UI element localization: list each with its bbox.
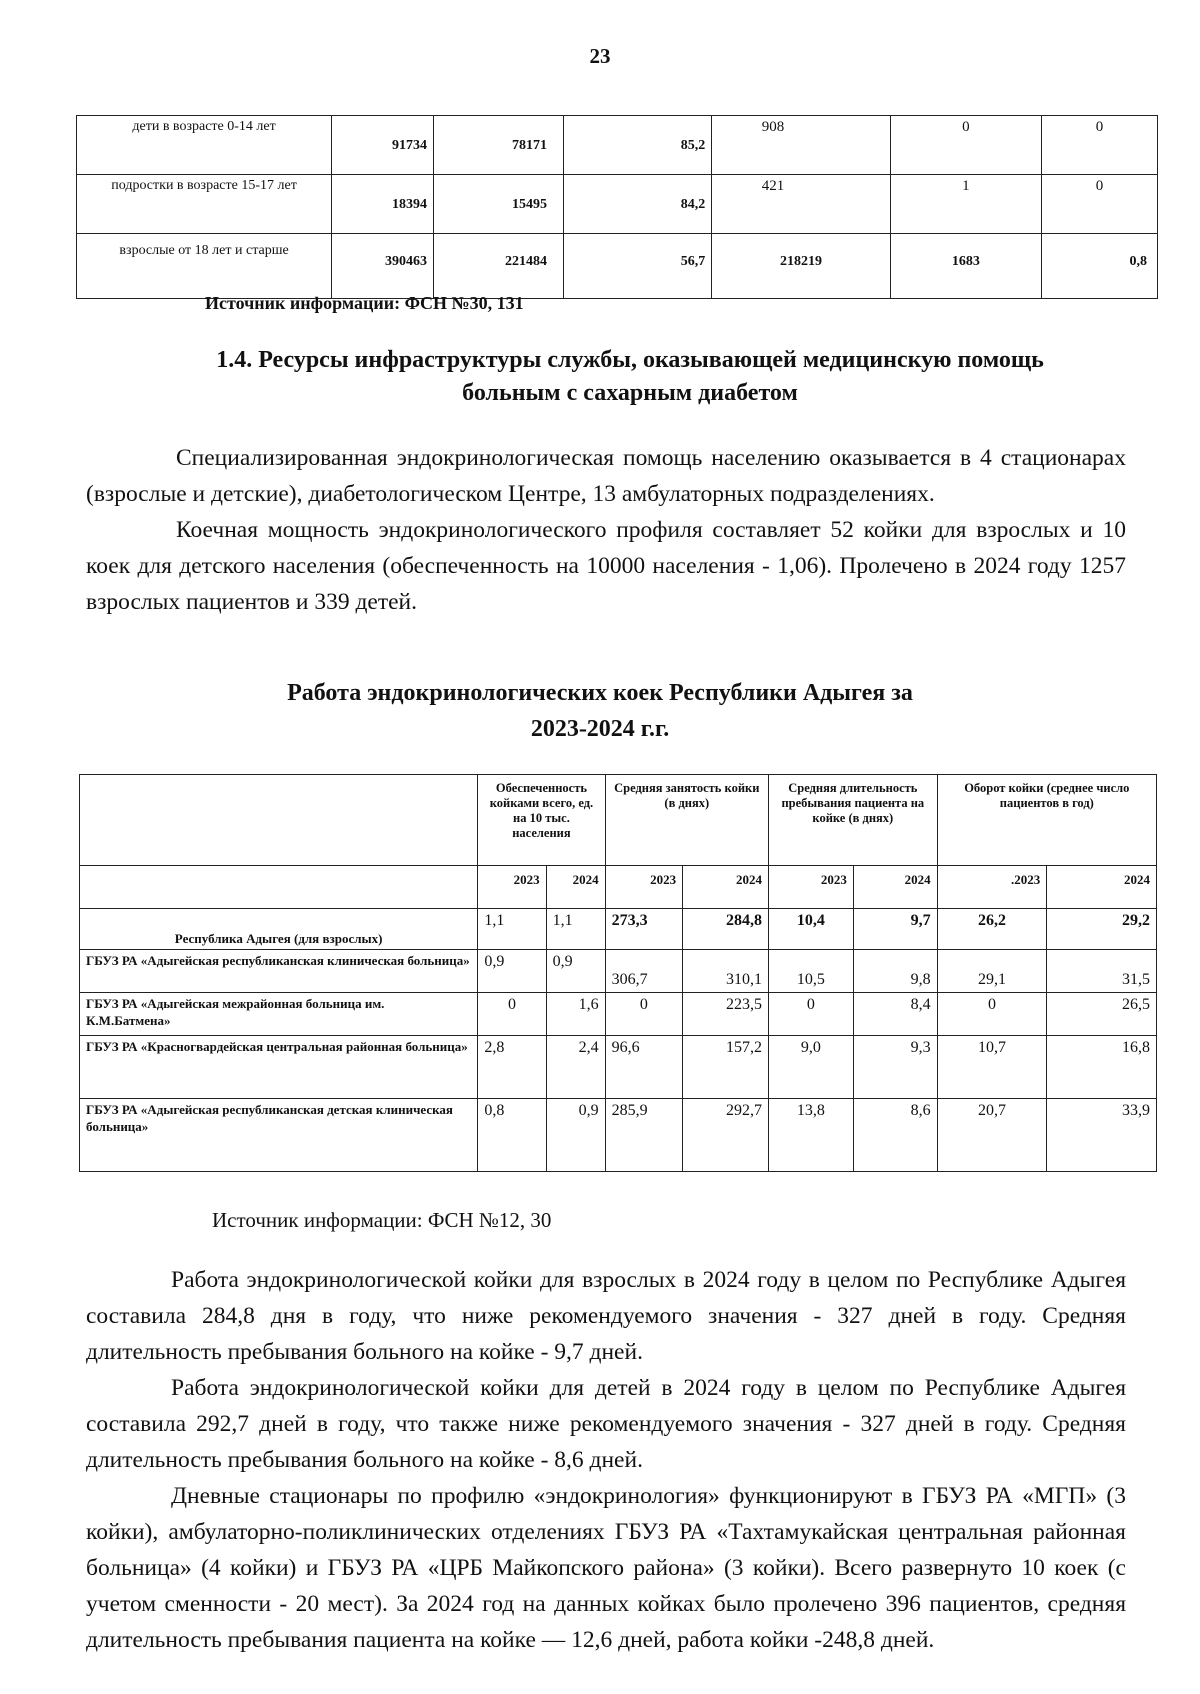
cell-value: 0 — [1095, 178, 1104, 194]
cell-value: 284,8 — [683, 909, 769, 950]
column-header: Оборот койки (среднее число пациентов в год) — [937, 775, 1156, 866]
cell-value: 26,5 — [1047, 993, 1157, 1036]
table-title-line: Работа эндокринологических коек Республики Адыгея за — [287, 680, 913, 706]
cell-value: 1683 — [951, 254, 980, 269]
row-label: ГБУЗ РА «Красногвардейская центральная районная больница» — [80, 1036, 478, 1099]
cell-value: 16,8 — [1047, 1036, 1157, 1099]
cell-value: 31,5 — [1047, 950, 1157, 993]
cell-value: 306,7 — [605, 950, 683, 993]
source-note: Источник информации: ФСН №12, 30 — [212, 1208, 552, 1232]
age-group-table — [76, 115, 1158, 299]
year-header: 2023 — [769, 866, 854, 909]
cell-value: 13,8 — [769, 1099, 854, 1172]
cell-value: 1,1 — [478, 909, 546, 950]
cell-value: 2,4 — [546, 1036, 605, 1099]
cell-value: 33,9 — [1047, 1099, 1157, 1172]
table-title-line: 2023-2024 г.г. — [530, 716, 670, 742]
cell-value: 0,8 — [1129, 254, 1147, 269]
year-header: .2023 — [937, 866, 1047, 909]
cell-value: 10,4 — [769, 909, 854, 950]
cell-value: 157,2 — [683, 1036, 769, 1099]
cell-value: 221484 — [505, 254, 548, 269]
cell-value: 1 — [962, 178, 970, 194]
paragraph: Работа эндокринологической койки для взрослых в 2024 году в целом по Республике Адыгея составила 284,8 дня в году, что ниже рекомендуемого значения - 327 дней в году. Средняя длительность пребывания больного на койке - 9,7 дней. — [86, 1267, 1126, 1365]
cell-value: 0 — [605, 993, 683, 1036]
beds-table — [79, 774, 1157, 1172]
cell-value: 15495 — [512, 197, 548, 212]
cell-value: 285,9 — [605, 1099, 683, 1172]
year-header: 2023 — [605, 866, 683, 909]
cell-value: 1,1 — [546, 909, 605, 950]
year-header: 2024 — [1047, 866, 1157, 909]
cell-value: 0 — [962, 119, 970, 135]
cell-value: 908 — [761, 119, 785, 135]
cell-value: 421 — [761, 178, 785, 194]
cell-value: 390463 — [384, 254, 427, 269]
row-label: дети в возрасте 0-14 лет — [77, 116, 332, 175]
cell-value: 223,5 — [683, 993, 769, 1036]
cell-value: 20,7 — [937, 1099, 1047, 1172]
cell-value: 78171 — [512, 138, 548, 153]
row-label: Республика Адыгея (для взрослых) — [80, 909, 478, 950]
year-header: 2023 — [478, 866, 546, 909]
table-row — [77, 116, 1158, 175]
cell-value: 273,3 — [605, 909, 683, 950]
cell-value: 26,2 — [937, 909, 1047, 950]
row-label: ГБУЗ РА «Адыгейская республиканская клиническая больница» — [80, 950, 478, 993]
cell-value: 2,8 — [478, 1036, 546, 1099]
cell-value: 9,3 — [853, 1036, 937, 1099]
cell-value: 0,8 — [478, 1099, 546, 1172]
page-number: 23 — [589, 44, 611, 68]
column-header: Обеспеченность койками всего, ед. на 10 тыс. населения — [478, 775, 605, 866]
table-row — [80, 950, 1157, 993]
row-label: взрослые от 18 лет и старше — [77, 234, 332, 299]
cell-value: 0,9 — [546, 950, 605, 993]
table-row — [80, 909, 1157, 950]
row-label: ГБУЗ РА «Адыгейская межрайонная больница им. К.М.Батмена» — [80, 993, 478, 1036]
cell-value: 0 — [937, 993, 1047, 1036]
table-title — [100, 675, 1100, 747]
table-row — [77, 175, 1158, 234]
intro-text — [86, 440, 1126, 620]
table-row — [80, 993, 1157, 1036]
table-row — [80, 1036, 1157, 1099]
source-note: Источник информации: ФСН №30, 131 — [205, 293, 524, 313]
cell-value: 29,2 — [1047, 909, 1157, 950]
cell-value: 96,6 — [605, 1036, 683, 1099]
cell-value: 0 — [769, 993, 854, 1036]
table-row — [77, 234, 1158, 299]
cell-value: 84,2 — [680, 197, 706, 212]
cell-value: 310,1 — [683, 950, 769, 993]
paragraph: Работа эндокринологической койки для детей в 2024 году в целом по Республике Адыгея составила 292,7 дней в году, что также ниже рекомендуемого значения - 327 дней в году. Средняя длительность пребывания больного на койке - 8,6 дней. — [86, 1375, 1126, 1473]
header-row — [80, 775, 1157, 866]
row-label: ГБУЗ РА «Адыгейская республиканская детская клиническая больница» — [80, 1099, 478, 1172]
column-header: Средняя занятость койки (в днях) — [605, 775, 768, 866]
cell-value: 218219 — [779, 254, 822, 269]
year-header: 2024 — [683, 866, 769, 909]
cell-value: 8,4 — [853, 993, 937, 1036]
table-row — [80, 1099, 1157, 1172]
paragraph: Специализированная эндокринологическая помощь населению оказывается в 4 стационарах (взрослые и детские), диабетологическом Центре, 13 амбулаторных подразделениях. — [86, 445, 1126, 507]
cell-value: 1,6 — [546, 993, 605, 1036]
paragraph: Коечная мощность эндокринологического профиля составляет 52 койки для взрослых и 10 коек для детского населения (обеспеченность на 10000 населения - 1,06). Пролечено в 2024 году 1257 взрослых пациентов и 339 детей. — [86, 517, 1126, 615]
cell-value: 10,5 — [769, 950, 854, 993]
paragraph: Дневные стационары по профилю «эндокринология» функционируют в ГБУЗ РА «МГП» (3 койки), амбулаторно-поликлинических отделениях ГБУЗ РА «Тахтамукайская центральная районная больница» (4 койки) и ГБУЗ РА «ЦРБ Майкопского района» (3 койки). Всего развернуто 10 коек (с учетом сменности - 20 мест). За 2024 год на данных койках было пролечено 396 пациентов, средняя длительность пребывания пациента на койке — 12,6 дней, работа койки -248,8 дней. — [86, 1483, 1126, 1653]
row-label: подростки в возрасте 15-17 лет — [77, 175, 332, 234]
cell-value: 9,0 — [769, 1036, 854, 1099]
cell-value: 292,7 — [683, 1099, 769, 1172]
cell-value: 0 — [478, 993, 546, 1036]
column-header: Средняя длительность пребывания пациента на койке (в днях) — [769, 775, 938, 866]
cell-value: 91734 — [391, 138, 427, 153]
year-header: 2024 — [853, 866, 937, 909]
cell-value: 10,7 — [937, 1036, 1047, 1099]
year-row — [80, 866, 1157, 909]
cell-value: 0,9 — [478, 950, 546, 993]
cell-value: 29,1 — [937, 950, 1047, 993]
cell-value: 8,6 — [853, 1099, 937, 1172]
cell-value: 0,9 — [546, 1099, 605, 1172]
cell-value: 9,8 — [853, 950, 937, 993]
cell-value: 18394 — [391, 197, 427, 212]
cell-value: 0 — [1095, 119, 1104, 135]
cell-value: 56,7 — [680, 254, 706, 269]
cell-value: 9,7 — [853, 909, 937, 950]
section-heading: 1.4. Ресурсы инфраструктуры службы, оказывающей медицинскую помощь больным с сахарным диабетом — [216, 347, 1044, 406]
year-header: 2024 — [546, 866, 605, 909]
analysis-text — [86, 1262, 1126, 1658]
cell-value: 85,2 — [680, 138, 706, 153]
